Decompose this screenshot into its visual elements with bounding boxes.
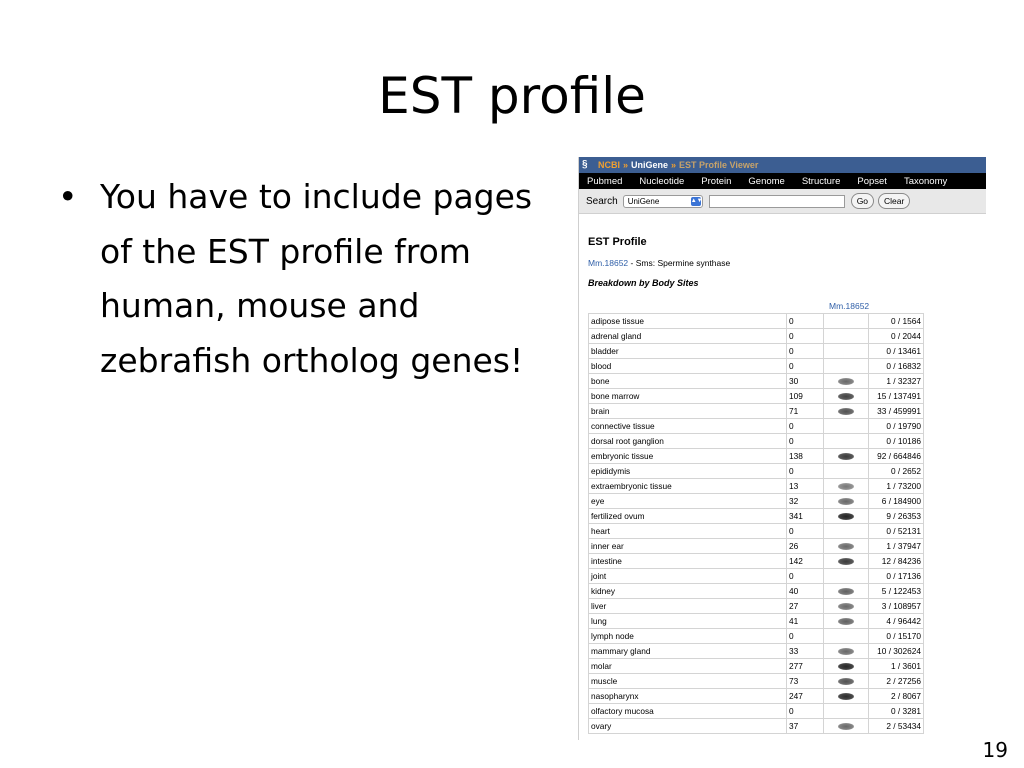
table-row (589, 659, 924, 674)
expression-level-dot (838, 648, 854, 655)
tpm-cell: 277 (787, 659, 824, 674)
breadcrumb-ncbi[interactable]: NCBI (598, 160, 620, 170)
bullet-marker: • (58, 177, 78, 216)
tpm-cell: 247 (787, 689, 824, 704)
body-site-cell: lung (589, 614, 787, 629)
expression-cell (824, 509, 869, 524)
table-row (589, 674, 924, 689)
expression-level-dot (838, 378, 854, 385)
table-row (589, 464, 924, 479)
tpm-cell: 0 (787, 344, 824, 359)
body-site-cell: epididymis (589, 464, 787, 479)
expression-cell (824, 374, 869, 389)
ratio-cell: 0 / 19790 (869, 419, 924, 434)
table-row (589, 704, 924, 719)
gene-description: - Sms: Spermine synthase (628, 258, 731, 268)
expression-cell (824, 524, 869, 539)
expression-level-dot (838, 483, 854, 490)
tpm-cell: 73 (787, 674, 824, 689)
expression-level-dot (838, 618, 854, 625)
gene-line (588, 258, 977, 268)
expression-level-dot (838, 408, 854, 415)
search-bar (579, 189, 986, 214)
table-row (589, 554, 924, 569)
ratio-cell: 15 / 137491 (869, 389, 924, 404)
expression-cell (824, 719, 869, 734)
expression-cell (824, 359, 869, 374)
ratio-cell: 10 / 302624 (869, 644, 924, 659)
expression-cell (824, 689, 869, 704)
ratio-cell: 0 / 17136 (869, 569, 924, 584)
est-profile-heading: EST Profile (588, 236, 647, 248)
table-row (589, 494, 924, 509)
ratio-cell: 0 / 52131 (869, 524, 924, 539)
expression-cell (824, 554, 869, 569)
expression-cell (824, 644, 869, 659)
expression-cell (824, 584, 869, 599)
expression-level-dot (838, 453, 854, 460)
ratio-cell: 9 / 26353 (869, 509, 924, 524)
tpm-cell: 0 (787, 314, 824, 329)
select-arrows-icon: ▲▼ (690, 197, 703, 204)
body-site-cell: lymph node (589, 629, 787, 644)
breadcrumb-unigene[interactable]: UniGene (631, 160, 669, 170)
tpm-cell: 0 (787, 629, 824, 644)
tpm-cell: 71 (787, 404, 824, 419)
expression-level-dot (838, 588, 854, 595)
expression-cell (824, 404, 869, 419)
expression-level-dot (838, 393, 854, 400)
expression-cell (824, 464, 869, 479)
search-label: Search (586, 195, 618, 207)
breakdown-title: Breakdown by Body Sites (588, 278, 699, 288)
ratio-cell: 0 / 1564 (869, 314, 924, 329)
expression-cell (824, 599, 869, 614)
ratio-cell: 1 / 32327 (869, 374, 924, 389)
clear-button[interactable]: Clear (878, 193, 910, 209)
tpm-cell: 0 (787, 419, 824, 434)
nav-genome[interactable]: Genome (748, 175, 785, 187)
ratio-cell: 12 / 84236 (869, 554, 924, 569)
expression-level-dot (838, 558, 854, 565)
tpm-cell: 40 (787, 584, 824, 599)
ratio-cell: 2 / 8067 (869, 689, 924, 704)
tpm-cell: 0 (787, 569, 824, 584)
tpm-cell: 0 (787, 359, 824, 374)
ratio-cell: 0 / 15170 (869, 629, 924, 644)
tpm-cell: 341 (787, 509, 824, 524)
table-row (589, 524, 924, 539)
body-site-cell: bladder (589, 344, 787, 359)
ratio-cell: 33 / 459991 (869, 404, 924, 419)
table-row (589, 434, 924, 449)
expression-level-dot (838, 603, 854, 610)
nav-taxonomy[interactable]: Taxonomy (903, 175, 948, 187)
body-site-cell: ovary (589, 719, 787, 734)
expression-cell (824, 659, 869, 674)
ratio-cell: 2 / 27256 (869, 674, 924, 689)
ratio-cell: 0 / 3281 (869, 704, 924, 719)
body-site-cell: blood (589, 359, 787, 374)
table-row (589, 509, 924, 524)
breadcrumb-est-profile-viewer: EST Profile Viewer (679, 160, 759, 170)
table-row (589, 719, 924, 734)
table-row (589, 584, 924, 599)
ratio-cell: 92 / 664846 (869, 449, 924, 464)
body-site-cell: adrenal gland (589, 329, 787, 344)
body-site-cell: eye (589, 494, 787, 509)
table-row (589, 329, 924, 344)
ratio-cell: 1 / 3601 (869, 659, 924, 674)
body-sites-table (588, 313, 924, 734)
expression-cell (824, 704, 869, 719)
table-row (589, 644, 924, 659)
ratio-cell: 4 / 96442 (869, 614, 924, 629)
expression-level-dot (838, 693, 854, 700)
ncbi-header-bar (579, 157, 986, 173)
expression-level-dot (838, 723, 854, 730)
expression-cell (824, 614, 869, 629)
tpm-cell: 0 (787, 464, 824, 479)
table-row (589, 359, 924, 374)
expression-cell (824, 389, 869, 404)
expression-level-dot (838, 513, 854, 520)
tpm-cell: 0 (787, 524, 824, 539)
table-row (589, 449, 924, 464)
page-number: 19 (982, 738, 1008, 762)
tpm-cell: 142 (787, 554, 824, 569)
body-site-cell: liver (589, 599, 787, 614)
database-nav-bar (579, 173, 986, 189)
tpm-cell: 33 (787, 644, 824, 659)
body-site-cell: adipose tissue (589, 314, 787, 329)
slide-title: EST profile (378, 67, 646, 125)
breadcrumb-separator: » (623, 160, 629, 170)
table-row (589, 419, 924, 434)
tpm-cell: 13 (787, 479, 824, 494)
table-row (589, 599, 924, 614)
expression-cell (824, 674, 869, 689)
body-site-cell: bone (589, 374, 787, 389)
body-site-cell: nasopharynx (589, 689, 787, 704)
body-site-cell: joint (589, 569, 787, 584)
tpm-cell: 0 (787, 434, 824, 449)
table-row (589, 374, 924, 389)
tpm-cell: 109 (787, 389, 824, 404)
go-button[interactable]: Go (851, 193, 874, 209)
tpm-cell: 0 (787, 329, 824, 344)
ratio-cell: 1 / 37947 (869, 539, 924, 554)
nav-nucleotide[interactable]: Nucleotide (639, 175, 685, 187)
table-row (589, 689, 924, 704)
ratio-cell: 0 / 2652 (869, 464, 924, 479)
ratio-cell: 0 / 16832 (869, 359, 924, 374)
body-site-cell: inner ear (589, 539, 787, 554)
tpm-cell: 26 (787, 539, 824, 554)
body-site-cell: molar (589, 659, 787, 674)
expression-cell (824, 329, 869, 344)
expression-cell (824, 569, 869, 584)
nav-popset[interactable]: Popset (857, 175, 887, 187)
table-row (589, 344, 924, 359)
gene-id-link[interactable]: Mm.18652 (588, 258, 629, 268)
tpm-cell: 0 (787, 704, 824, 719)
expression-cell (824, 419, 869, 434)
ratio-cell: 0 / 13461 (869, 344, 924, 359)
expression-cell (824, 494, 869, 509)
nav-structure[interactable]: Structure (801, 175, 841, 187)
body-site-cell: brain (589, 404, 787, 419)
body-site-cell: intestine (589, 554, 787, 569)
tpm-cell: 138 (787, 449, 824, 464)
ncbi-swirl-icon: § (582, 159, 588, 170)
column-header-gene[interactable]: Mm.18652 (829, 301, 870, 311)
table-row (589, 614, 924, 629)
tpm-cell: 37 (787, 719, 824, 734)
expression-cell (824, 479, 869, 494)
nav-pubmed[interactable]: Pubmed (587, 175, 623, 187)
tpm-cell: 32 (787, 494, 824, 509)
est-profile-screenshot (578, 157, 986, 740)
ratio-cell: 6 / 184900 (869, 494, 924, 509)
tpm-cell: 30 (787, 374, 824, 389)
body-site-cell: olfactory mucosa (589, 704, 787, 719)
expression-level-dot (838, 663, 854, 670)
table-row (589, 629, 924, 644)
search-input[interactable] (709, 195, 845, 208)
ratio-cell: 0 / 10186 (869, 434, 924, 449)
body-site-cell: mammary gland (589, 644, 787, 659)
ratio-cell: 0 / 2044 (869, 329, 924, 344)
expression-cell (824, 434, 869, 449)
expression-cell (824, 629, 869, 644)
ratio-cell: 2 / 53434 (869, 719, 924, 734)
body-site-cell: muscle (589, 674, 787, 689)
tpm-cell: 41 (787, 614, 824, 629)
body-site-cell: embryonic tissue (589, 449, 787, 464)
body-site-cell: connective tissue (589, 419, 787, 434)
expression-level-dot (838, 498, 854, 505)
expression-cell (824, 539, 869, 554)
expression-cell (824, 344, 869, 359)
database-select-value: UniGene (627, 196, 660, 206)
database-select[interactable] (623, 195, 703, 208)
ratio-cell: 1 / 73200 (869, 479, 924, 494)
body-site-cell: fertilized ovum (589, 509, 787, 524)
table-row (589, 389, 924, 404)
body-site-cell: extraembryonic tissue (589, 479, 787, 494)
table-row (589, 314, 924, 329)
table-row (589, 569, 924, 584)
expression-level-dot (838, 678, 854, 685)
body-site-cell: heart (589, 524, 787, 539)
tpm-cell: 27 (787, 599, 824, 614)
expression-level-dot (838, 543, 854, 550)
expression-cell (824, 314, 869, 329)
body-site-cell: dorsal root ganglion (589, 434, 787, 449)
bullet-text: You have to include pages of the EST profile from human, mouse and zebrafish ortholog genes! (100, 177, 533, 380)
table-row (589, 539, 924, 554)
body-site-cell: bone marrow (589, 389, 787, 404)
ratio-cell: 3 / 108957 (869, 599, 924, 614)
breadcrumb-separator: » (671, 160, 677, 170)
ratio-cell: 5 / 122453 (869, 584, 924, 599)
table-row (589, 404, 924, 419)
nav-protein[interactable]: Protein (701, 175, 732, 187)
est-content (579, 236, 986, 734)
body-site-cell: kidney (589, 584, 787, 599)
expression-cell (824, 449, 869, 464)
table-row (589, 479, 924, 494)
